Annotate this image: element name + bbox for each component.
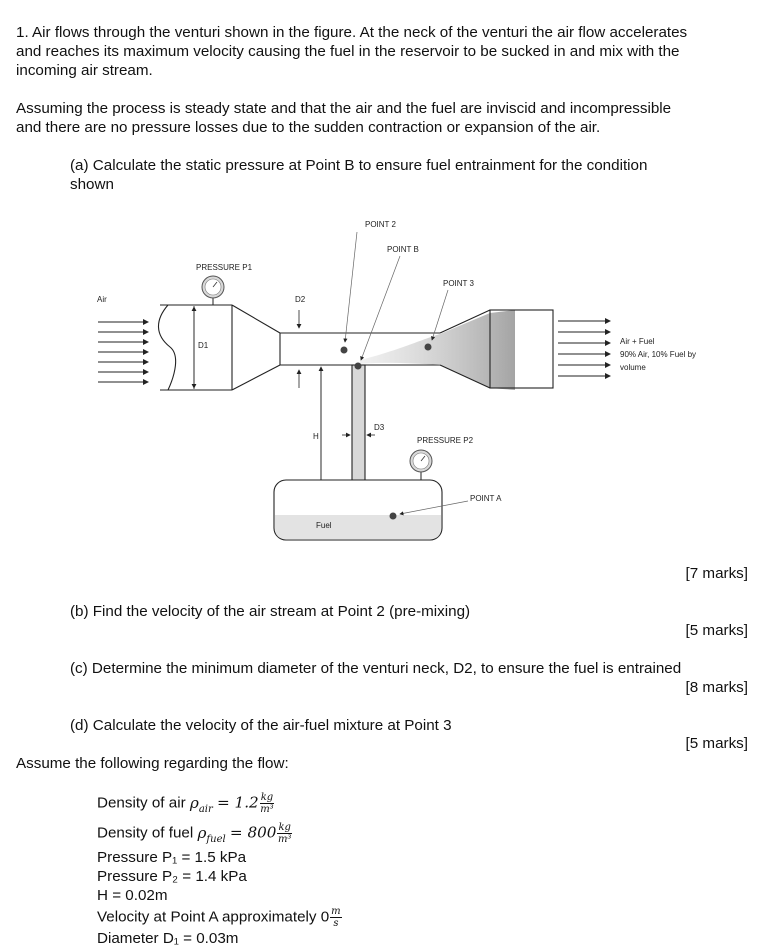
part-b-marks: [5 marks] <box>685 622 748 639</box>
d1-label: D1 <box>198 341 209 350</box>
mixture-label-1: Air + Fuel <box>620 337 655 346</box>
assumption-line-2: and there are no pressure losses due to the sudden contraction or expansion of the air. <box>16 119 601 136</box>
part-c-text: (c) Determine the minimum diameter of the venturi neck, D2, to ensure the fuel is entrained <box>70 660 682 677</box>
given-velocity-a: Velocity at Point A approximately 0 $\frac{m}{s}$ <box>97 906 341 929</box>
converging-section <box>232 305 280 390</box>
outgoing-mixture-arrows <box>558 321 610 376</box>
given-density-air: Density of air $\rho_{air} = 1.2$ $\frac{kg}{\text{m³}}$ <box>97 792 274 815</box>
pressure-gauge-p1-icon <box>202 276 224 305</box>
pressure-gauge-p2-icon <box>410 450 432 480</box>
venturi-diagram <box>80 210 730 550</box>
given-pressure-p2: Pressure P₂ = 1.4 kPa <box>97 868 247 885</box>
pressure-p1-label: PRESSURE P1 <box>196 263 253 272</box>
intro-line-2: and reaches its maximum velocity causing the fuel in the reservoir to be sucked in and mix with the <box>16 43 680 60</box>
given-d1: Diameter D₁ = 0.03m <box>97 930 239 947</box>
part-d-marks: [5 marks] <box>685 735 748 752</box>
pressure-p2-label: PRESSURE P2 <box>417 436 474 445</box>
point-2-label: POINT 2 <box>365 220 396 229</box>
point-2-leader <box>345 232 357 342</box>
assumption-line-1: Assuming the process is steady state and that the air and the fuel are inviscid and incompressible <box>16 100 672 117</box>
intro-line-1: 1. Air flows through the venturi shown in the figure. At the neck of the venturi the air flow accelerates <box>16 24 688 41</box>
intro-line-3: incoming air stream. <box>16 62 153 79</box>
point-a-dot <box>390 513 397 520</box>
d3-label: D3 <box>374 423 385 432</box>
given-pressure-p1: Pressure P₁ = 1.5 kPa <box>97 849 247 866</box>
assume-flow-heading: Assume the following regarding the flow: <box>16 755 289 772</box>
part-a-line-2: shown <box>70 176 114 193</box>
part-a-line-1: (a) Calculate the static pressure at Point B to ensure fuel entrainment for the condition <box>70 157 648 174</box>
air-label: Air <box>97 295 107 304</box>
incoming-air-arrows <box>98 322 148 382</box>
part-c-marks: [8 marks] <box>685 679 748 696</box>
point-b-dot <box>355 363 362 370</box>
d2-label: D2 <box>295 295 306 304</box>
mixture-label-2: 90% Air, 10% Fuel by <box>620 350 697 359</box>
h-label: H <box>313 432 319 441</box>
point-b-leader <box>361 256 400 360</box>
mixture-label-3: volume <box>620 363 646 372</box>
point-2-dot <box>341 347 348 354</box>
inlet-pipe <box>158 305 232 390</box>
part-d-text: (d) Calculate the velocity of the air-fuel mixture at Point 3 <box>70 717 452 734</box>
given-h: H = 0.02m <box>97 887 168 904</box>
point-3-label: POINT 3 <box>443 279 474 288</box>
part-a-marks: [7 marks] <box>685 565 748 582</box>
point-3-dot <box>425 344 432 351</box>
fuel-label: Fuel <box>316 521 332 530</box>
given-density-fuel: Density of fuel $\rho_{fuel} = 800$ $\frac{kg}{\text{m³}}$ <box>97 822 292 845</box>
part-b-text: (b) Find the velocity of the air stream at Point 2 (pre-mixing) <box>70 603 471 620</box>
fuel-reservoir <box>274 480 442 540</box>
point-b-label: POINT B <box>387 245 419 254</box>
point-a-label: POINT A <box>470 494 502 503</box>
